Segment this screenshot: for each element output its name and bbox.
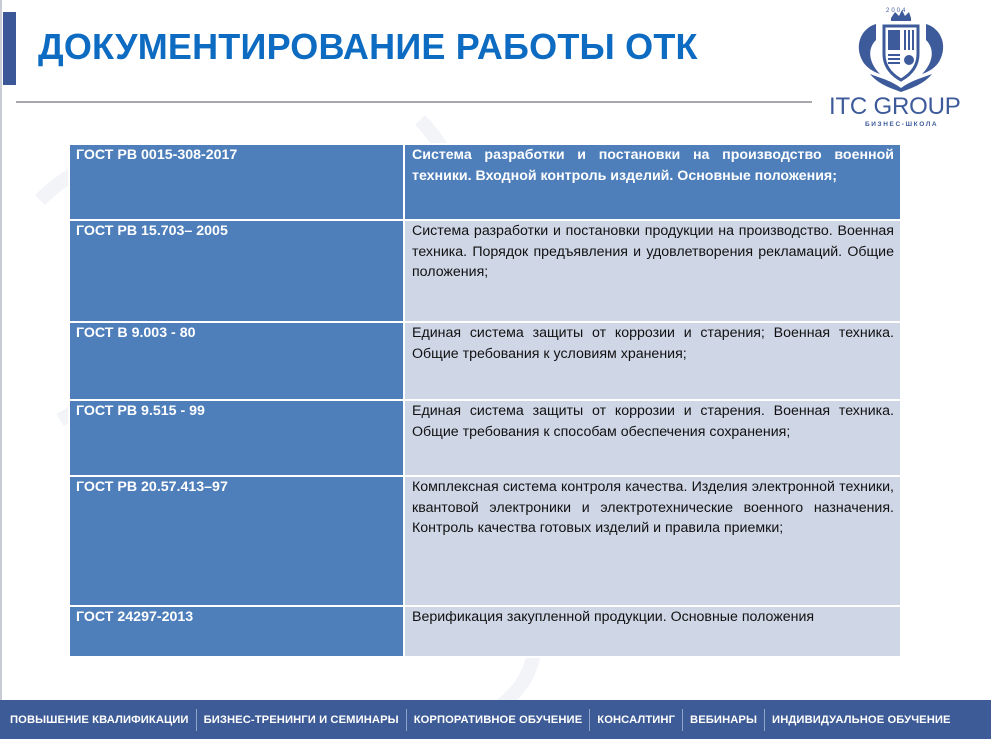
gost-description: Единая система защиты от коррозии и старения. Военная техника. Общие требования к способам обеспечения сохранения; bbox=[404, 400, 901, 476]
table-row bbox=[69, 476, 901, 606]
gost-description: Система разработки и постановки продукции на производство. Военная техника. Порядок предъявления и удовлетворения рекламаций. Общие положения; bbox=[404, 220, 901, 322]
slide-left-edge bbox=[0, 0, 2, 700]
footer-link-trainings[interactable]: БИЗНЕС-ТРЕНИНГИ И СЕМИНАРЫ bbox=[203, 713, 399, 726]
footer-divider bbox=[406, 709, 407, 731]
logo-year: 2004 bbox=[886, 8, 908, 14]
footer-divider bbox=[764, 709, 765, 731]
table-row bbox=[69, 220, 901, 322]
footer-link-qualification[interactable]: ПОВЫШЕНИЕ КВАЛИФИКАЦИИ bbox=[10, 713, 189, 726]
logo-subtitle: БИЗНЕС-ШКОЛА bbox=[865, 121, 939, 128]
table-row bbox=[69, 606, 901, 657]
title-accent-bar bbox=[3, 12, 16, 85]
gost-description: Единая система защиты от коррозии и старения; Военная техника. Общие требования к условиям хранения; bbox=[404, 322, 901, 400]
table-row bbox=[69, 144, 901, 220]
gost-code: ГОСТ РВ 15.703– 2005 bbox=[69, 220, 404, 322]
itc-group-logo bbox=[826, 4, 976, 132]
slide-title: ДОКУМЕНТИРОВАНИЕ РАБОТЫ ОТК bbox=[38, 26, 698, 67]
crest-icon bbox=[846, 4, 956, 96]
gost-table bbox=[68, 143, 902, 658]
logo-name: ITC GROUP bbox=[829, 93, 961, 120]
gost-description: Система разработки и постановки на производство военной техники. Входной контроль изделий. Основные положения; bbox=[404, 144, 901, 220]
gost-code: ГОСТ РВ 20.57.413–97 bbox=[69, 476, 404, 606]
footer-divider bbox=[682, 709, 683, 731]
footer-divider bbox=[589, 709, 590, 731]
gost-description: Верификация закупленной продукции. Основные положения bbox=[404, 606, 901, 657]
gost-code: ГОСТ В 9.003 - 80 bbox=[69, 322, 404, 400]
footer-services-bar bbox=[0, 700, 991, 739]
table-row bbox=[69, 400, 901, 476]
table-row bbox=[69, 322, 901, 400]
gost-description: Комплексная система контроля качества. Изделия электронной техники, квантовой электроники и электротехнические военного назначения. Контроль качества готовых изделий и правила приемки; bbox=[404, 476, 901, 606]
footer-link-webinars[interactable]: ВЕБИНАРЫ bbox=[690, 713, 758, 726]
gost-code: ГОСТ 24297-2013 bbox=[69, 606, 404, 657]
footer-link-corporate[interactable]: КОРПОРАТИВНОЕ ОБУЧЕНИЕ bbox=[413, 713, 583, 726]
footer-link-individual[interactable]: ИНДИВИДУАЛЬНОЕ ОБУЧЕНИЕ bbox=[772, 713, 951, 726]
footer-link-consulting[interactable]: КОНСАЛТИНГ bbox=[597, 713, 676, 726]
gost-code: ГОСТ РВ 0015-308-2017 bbox=[69, 144, 404, 220]
gost-code: ГОСТ РВ 9.515 - 99 bbox=[69, 400, 404, 476]
footer-divider bbox=[196, 709, 197, 731]
title-divider bbox=[16, 101, 812, 103]
